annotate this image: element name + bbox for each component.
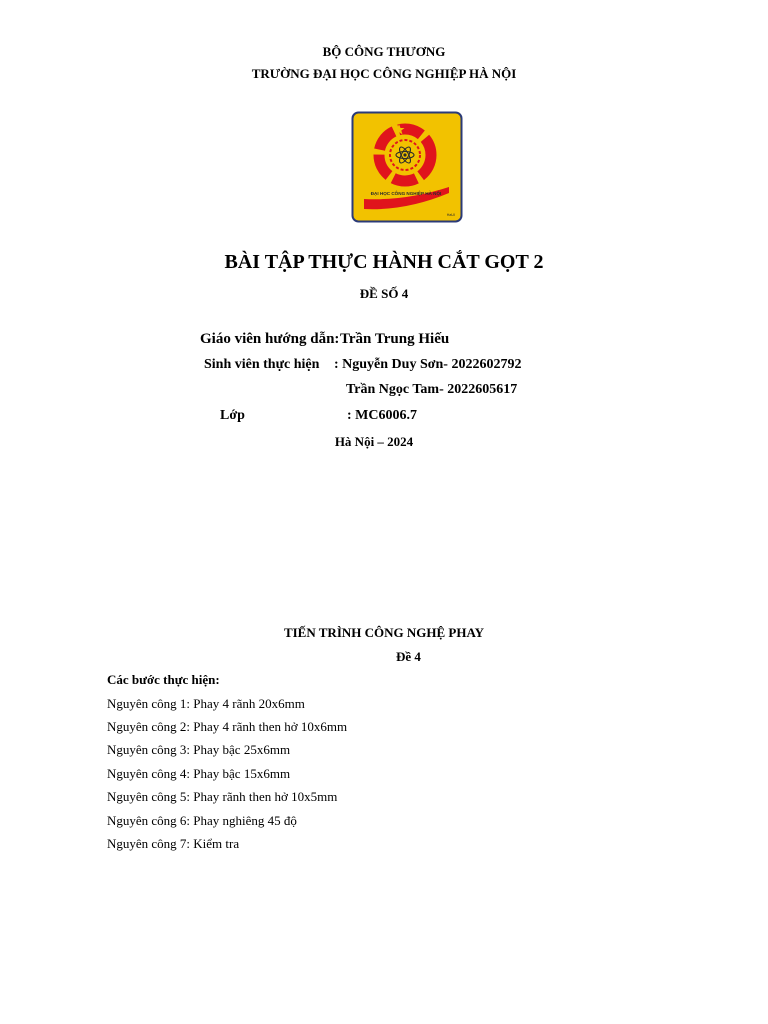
list-item: Nguyên công 2: Phay 4 rãnh then hở 10x6mm	[107, 719, 348, 734]
university-logo	[351, 111, 463, 223]
logo-corner-text: HaUI	[446, 213, 455, 217]
list-item: Nguyên công 1: Phay 4 rãnh 20x6mm	[107, 696, 305, 711]
steps-heading: Các bước thực hiện:	[107, 672, 220, 687]
process-title: TIẾN TRÌNH CÔNG NGHỆ PHAY	[283, 625, 485, 640]
ministry-heading: BỘ CÔNG THƯƠNG	[322, 44, 446, 59]
list-item: Nguyên công 3: Phay bậc 25x6mm	[107, 742, 291, 757]
student-2: Trần Ngọc Tam- 2022605617	[346, 382, 518, 397]
place-date: Hà Nội – 2024	[334, 434, 414, 449]
university-heading: TRƯỜNG ĐẠI HỌC CÔNG NGHIỆP HÀ NỘI	[251, 66, 517, 81]
students-label: Sinh viên thực hiện	[204, 357, 320, 372]
list-item: Nguyên công 6: Phay nghiêng 45 độ	[107, 813, 297, 828]
class-label: Lớp	[220, 408, 245, 423]
teacher-label: Giáo viên hướng dẫn:	[200, 331, 340, 347]
document-subtitle: ĐỀ SỐ 4	[359, 286, 409, 301]
list-item: Nguyên công 7: Kiểm tra	[107, 836, 240, 851]
process-subtitle: Đề 4	[396, 649, 421, 664]
document-title: BÀI TẬP THỰC HÀNH CẮT GỌT 2	[224, 251, 544, 273]
teacher-name: Trần Trung Hiếu	[340, 331, 450, 347]
student-1: : Nguyễn Duy Sơn- 2022602792	[334, 357, 522, 372]
logo-text: ĐẠI HỌC CÔNG NGHIỆP HÀ NỘI	[370, 191, 442, 196]
list-item: Nguyên công 4: Phay bậc 15x6mm	[107, 766, 291, 781]
list-item: Nguyên công 5: Phay rãnh then hở 10x5mm	[107, 789, 338, 804]
class-value: : MC6006.7	[347, 408, 417, 423]
